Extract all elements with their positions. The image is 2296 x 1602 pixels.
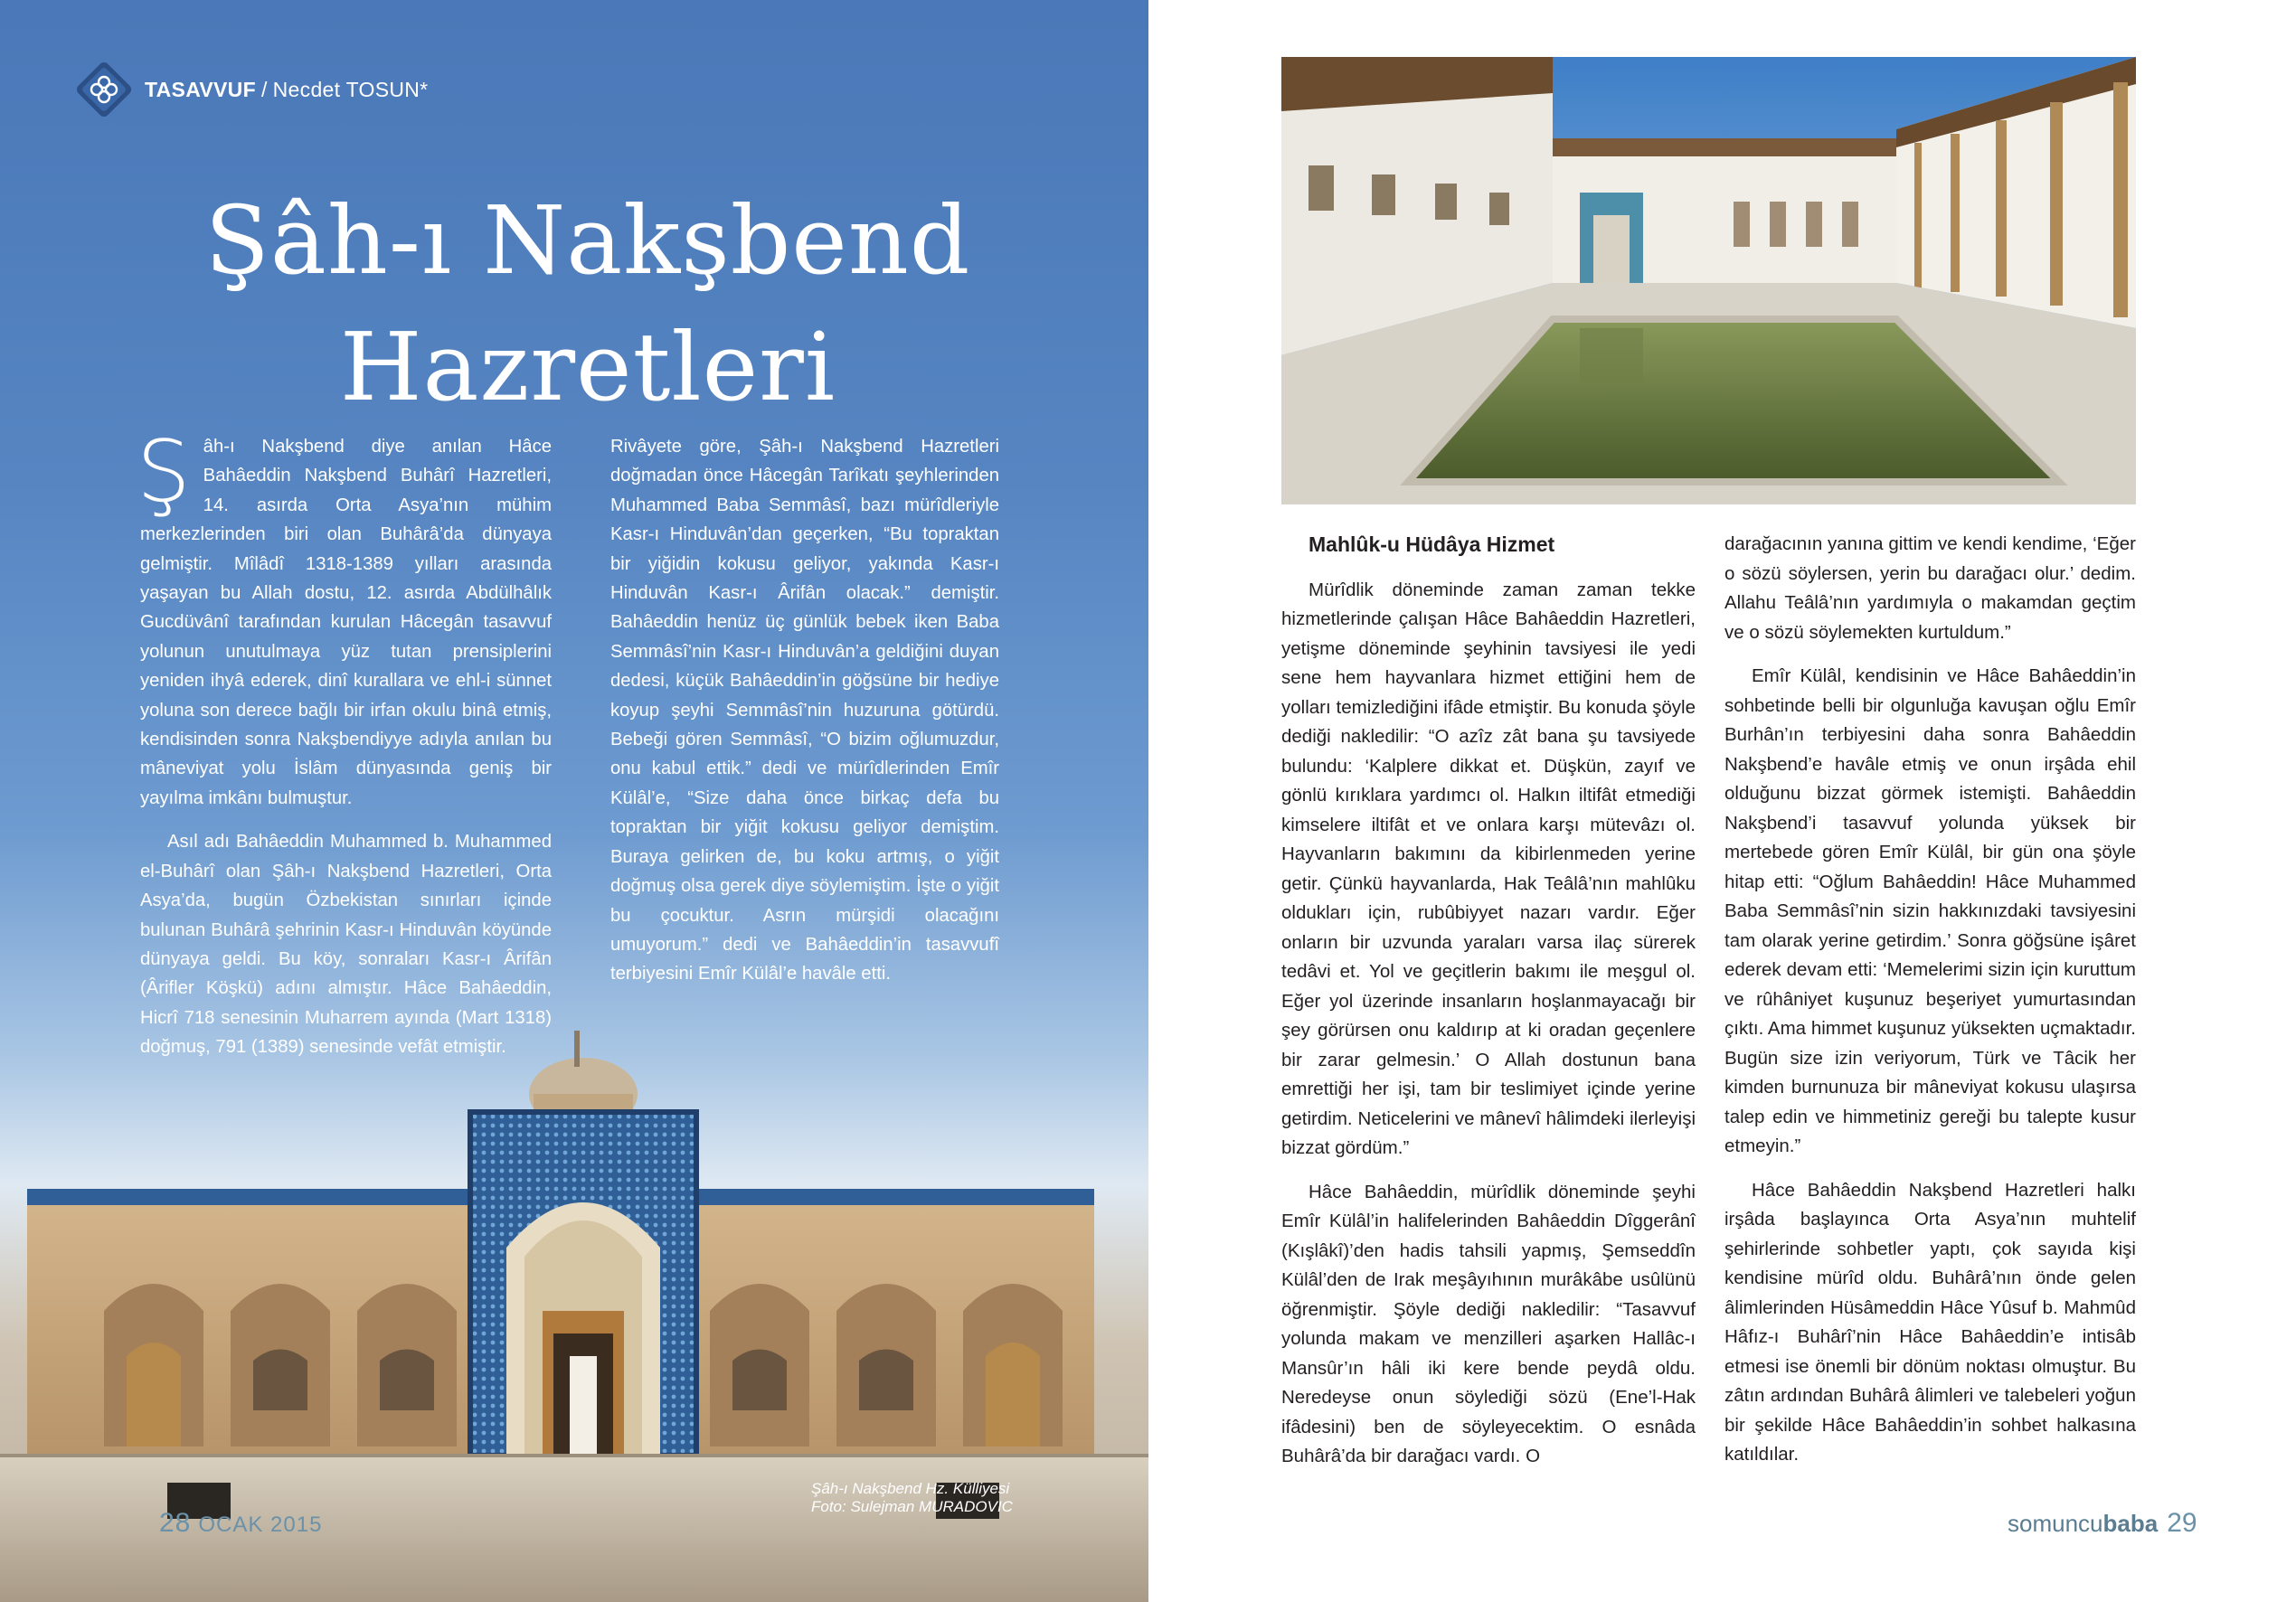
paragraph: Emîr Külâl, kendisinin ve Hâce Bahâeddin’in sohbetinde belli bir olgunluğa kavuşan oğlu Emîr Burhân’ın terbiyesini daha sonra Bahâeddin Nakşbend’e havâle etmiş ve onun irşâda ehil olduğunu bizzat görmek istemişti. Bahâeddin Nakşbend’i tasavvuf yolunda yüksek bir mertebede gören Emîr Külâl, bir gün ona şöyle hitap etti: “Oğlum Bahâeddin! Hâce Muhammed Baba Semmâsî’nin sizin hakkınızdaki tavsiyesini tam olarak yerine getirdim.’ Sonra göğsüne işâret ederek devam etti: ‘Memelerimi sizin için kuruttum ve rûhâniyet kuşunuz beşeriyet yumurtasından çıktı. Ama himmet kuşunuz yüksekten uçmaktadır. Bugün size izin veriyorum, Türk ve Tâcik her kimden burnunuza bir mâneviyat kokusu ulaşırsa talep edin ve himmetiniz gereği bu talepte kusur etmeyin.” [1724, 665, 2136, 1156]
brand-light: somuncu [2008, 1510, 2103, 1537]
text-column-1 [137, 423, 552, 1062]
photo-caption [811, 1480, 1013, 1516]
issue-date: OCAK 2015 [198, 1512, 323, 1537]
text-column-3 [1281, 523, 1696, 1472]
magazine-brand [2008, 1510, 2158, 1537]
text-column-2 [610, 432, 999, 989]
author-name: Necdet TOSUN* [272, 77, 429, 101]
article-title [136, 177, 1040, 430]
right-page [1148, 0, 2296, 1602]
text-column-4 [1724, 530, 2136, 1470]
paragraph: Hâce Bahâeddin, mürîdlik döneminde şeyhi Emîr Külâl’in halifelerinden Bahâeddin Dîggerânî (Kışlâkî)’den hadis tahsili yapmış, Şemseddîn Külâl’den de Irak meşâyıhının murâkâbe usûlünü öğrenmiştir. Şöyle dediği nakledilir: “Tasavvuf yolunda makam ve menzilleri aşarken Hallâc-ı Mansûr’ın hâli iki kere bende peydâ oldu. Neredeyse onun söylediği sözü (Ene’l-Hak ifâdesini) ben de söyleyecektim. O esnâda Buhârâ’da bir darağacı vardı. O [1281, 1181, 1696, 1466]
page-folio-right [2008, 1508, 2197, 1539]
diamond-logo-icon [74, 60, 134, 119]
section-tag [74, 60, 428, 119]
caption-credit: Foto: Sulejman MURADOVIC [811, 1498, 1013, 1515]
paragraph [137, 423, 552, 813]
section-label [145, 78, 428, 102]
paragraph: Rivâyete göre, Şâh-ı Nakşbend Hazretleri doğmadan önce Hâcegân Tarîkatı şeyhlerinden Muhammed Baba Semmâsî, bazı mürîdleriyle Kasr-ı Hinduvân’dan geçerken, “Bu topraktan bir yiğidin kokusu geliyor, yakında Kasr-ı Hinduvân Kasr-ı Ârifân olacak.” demiştir. Bahâeddin henüz üç günlük bebek iken Baba Semmâsî’nin Kasr-ı Hinduvân’a geldiğini duyan dedesi, küçük Bahâeddin’in göğsüne bir hediye koyup şeyhi Semmâsî’nin huzuruna götürdü. Bebeği gören Semmâsî, “O bizim oğlumuzdur, onu kabul ettik.” dedi ve mürîdlerinden Emîr Külâl’e, “Size daha önce birkaç defa bu topraktan bir yiğit kokusu geliyor demiştim. Buraya gelirken de, bu koku artmış, o yiğit doğmuş olsa gerek diye söylemiştim. İşte o yiğit bu çocuktur. Asrın mürşidi olacağını umuyorum.” dedi ve Bahâeddin’in tasavvufî terbiyesini Emîr Külâl’e havâle etti. [610, 437, 999, 985]
title-line-1: Şâh-ı Nakşbend [204, 185, 971, 296]
section-separator: / [260, 77, 268, 101]
subheading: Mahlûk-u Hüdâya Hizmet [1309, 532, 1555, 556]
section-name: TASAVVUF [145, 77, 256, 101]
paragraph-text: âh-ı Nakşbend diye anılan Hâce Bahâeddin Nakşbend Buhârî Hazretleri, 14. asırda Orta Asya’nın mühim merkezlerinden biri olan Buhârâ’da dünyaya gelmiştir. Mîlâdî 1318-1389 yılları arasında yaşayan bu Allah dostu, 12. asırda Abdülhâlık Gucdüvânî tarafından kurulan Hâcegân tasavvuf yolunun unutulmaya yüz tutan prensiplerini yeniden ihyâ ederek, dinî kurallara ve ehl-i sünnet yoluna son derece bağlı bir irfan okulu binâ etmiş, kendisinden sonra Nakşbendiyye adıyla anılan bu mâneviyat yolu İslâm dünyasında geniş bir yayılma imkânı bulmuştur. [140, 437, 552, 808]
page-folio-left [159, 1508, 322, 1539]
brand-bold: baba [2102, 1510, 2159, 1537]
drop-cap: Ş [137, 423, 191, 522]
title-line-2: Hazretleri [339, 312, 836, 422]
page-number: 29 [2167, 1508, 2197, 1538]
courtyard-photo [1281, 57, 2136, 504]
paragraph: Hâce Bahâeddin Nakşbend Hazretleri halkı irşâda başlayınca Orta Asya’nın muhtelif şehirlerinde sohbetler yaptı, çok sayıda kişi kendisine mürîd oldu. Buhârâ’nın önde gelen âlimlerinden Hüsâmeddin Hâce Yûsuf b. Mahmûd Hâfız-ı Buhârî’nin Hâce Bahâeddin’e intisâb etmesi ise önemli bir dönüm noktası olmuştur. Bu zâtın ardından Buhârâ âlimleri ve talebeleri yoğun bir şekilde Hâce Bahâeddin’in sohbet halkasına katıldılar. [1724, 1179, 2136, 1465]
paragraph: Mürîdlik döneminde zaman zaman tekke hizmetlerinde çalışan Hâce Bahâeddin Hazretleri, yetişme döneminde şeyhinin tavsiyesi ile yedi sene hem hayvanlara hizmet ettiğini hem de yolları temizlediğini ifâde etmiştir. Bu konuda şöyle dediği nakledilir: “O azîz zât bana şu tavsiyede bulundu: ‘Kalplere dikkat et. Düşkün, zayıf ve gönlü kırıklara yardımcı ol. Halkın iltifât etmediği kimselere iltifât et ve onlara karşı mütevâzı ol. Hayvanların bakımını da kibirlenmeden yerine getir. Çünkü hayvanlarda, Hak Teâlâ’nın mahlûku oldukları için, rubûbiyyet nazarı vardır. Eğer onların bir uzvunda yaraları varsa ilaç sürerek tedâvi et. Yol ve geçitlerin bakımı ile meşgul ol. Eğer yol üzerinde insanların hoşlanmayacağı bir şey görürsen onu kaldırıp at ki oradan geçenlere bir zarar gelmesin.’ O Allah dostunun bana emrettiği her işi, tam bir teslimiyet içinde yerine getirdim. Neticelerini ve mânevî hâlimdeki ilerleyişi bizzat gördüm.” [1281, 579, 1696, 1158]
page-number: 28 [159, 1508, 192, 1538]
caption-title: Şâh-ı Nakşbend Hz. Külliyesi [811, 1480, 1010, 1497]
paragraph: darağacının yanına gittim ve kendi kendime, ‘Eğer o sözü söylersen, yerin bu darağacı olur.’ dedim. Allahu Teâlâ’nın yardımıyla o makamdan geçtim ve o sözü söylemekten kurtuldum.” [1724, 533, 2136, 643]
paragraph: Asıl adı Bahâeddin Muhammed b. Muhammed el-Buhârî olan Şâh-ı Nakşbend Hazretleri, Orta Asya’da, bugün Özbekistan sınırları içinde bulunan Buhârâ şehrinin Kasr-ı Hinduvân köyünde dünyaya geldi. Bu köy, sonraları Kasr-ı Ârifân (Ârifler Köşkü) adını almıştır. Hâce Bahâeddin, Hicrî 718 senesinin Muharrem ayında (Mart 1318) doğmuş, 791 (1389) senesinde vefât etmiştir. [140, 832, 552, 1058]
